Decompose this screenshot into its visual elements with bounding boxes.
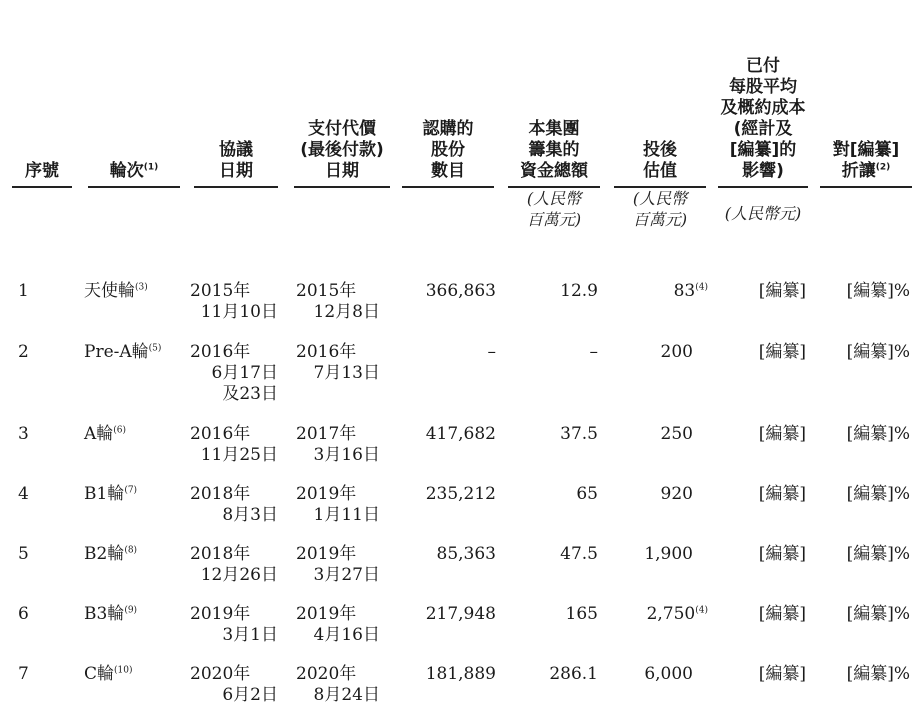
row-shares: 235,212 xyxy=(425,484,496,504)
header-rule xyxy=(88,186,180,188)
unit-line: 百萬元) xyxy=(526,210,582,229)
row-discount: [編纂]% xyxy=(846,604,910,624)
header-text: 數目 xyxy=(431,161,465,181)
unit-line: (人民幣 xyxy=(632,189,688,208)
date-line: 1月11日 xyxy=(313,505,380,525)
header-line xyxy=(290,140,394,161)
row-discount: [編纂]% xyxy=(846,281,910,301)
date-line: 6月2日 xyxy=(222,685,278,705)
row-round xyxy=(84,544,137,565)
row-valuation xyxy=(588,342,708,363)
date-line: 2016年 xyxy=(296,342,357,362)
date-line: 12月26日 xyxy=(200,565,278,585)
footnote-ref: (1) xyxy=(143,162,159,173)
row-valuation xyxy=(588,544,708,565)
header-line xyxy=(190,161,282,182)
valuation-value: 200 xyxy=(660,342,693,362)
row-payment-date xyxy=(296,604,380,646)
row-seq: 7 xyxy=(18,664,29,684)
header-text: 投後 xyxy=(643,140,677,160)
header-line xyxy=(8,161,76,182)
header-line xyxy=(610,161,710,182)
header-text: 已付 xyxy=(746,56,780,76)
header-line xyxy=(714,161,812,182)
round-name: C輪 xyxy=(84,664,115,684)
row-seq: 5 xyxy=(18,544,29,564)
valuation-value: 6,000 xyxy=(644,664,693,684)
unit-cost xyxy=(714,203,812,224)
header-line xyxy=(84,161,184,182)
row-seq: 6 xyxy=(18,604,29,624)
header-rule xyxy=(294,186,390,188)
round-name: Pre-A輪 xyxy=(84,342,149,362)
footnote-ref: (8) xyxy=(124,545,138,556)
row-payment-date xyxy=(296,424,380,466)
row-discount: [編纂]% xyxy=(846,424,910,444)
row-agreement-date xyxy=(190,484,278,526)
date-line: 2019年 xyxy=(190,604,251,624)
row-seq: 3 xyxy=(18,424,29,444)
header-line xyxy=(816,161,916,182)
date-line: 2015年 xyxy=(190,281,251,301)
round-name: 天使輪 xyxy=(84,281,135,301)
header-line xyxy=(398,140,498,161)
row-valuation xyxy=(588,484,708,505)
header-text: 輪次 xyxy=(109,161,144,181)
date-line: 及23日 xyxy=(222,384,278,404)
round-name: A輪 xyxy=(84,424,114,444)
row-shares: 217,948 xyxy=(425,604,496,624)
date-line: 6月17日 xyxy=(211,363,278,383)
header-line xyxy=(190,140,282,161)
header-text: 股份 xyxy=(431,140,465,160)
header-rule xyxy=(820,186,912,188)
footnote-ref: (9) xyxy=(124,605,138,616)
header-text: 折讓 xyxy=(841,161,876,181)
date-line: 2020年 xyxy=(296,664,357,684)
footnote-ref: (4) xyxy=(695,282,708,293)
row-discount: [編纂]% xyxy=(846,342,910,362)
header-rule xyxy=(402,186,494,188)
date-line: 2019年 xyxy=(296,604,357,624)
row-payment-date xyxy=(296,281,380,323)
row-payment-date xyxy=(296,544,380,586)
row-round xyxy=(84,342,161,363)
header-valuation xyxy=(610,140,710,182)
row-shares: 85,363 xyxy=(436,544,496,564)
row-seq: 1 xyxy=(18,281,29,301)
row-payment-date xyxy=(296,664,380,706)
row-funds: 65 xyxy=(576,484,598,504)
row-cost: [編纂] xyxy=(758,424,806,444)
row-discount: [編纂]% xyxy=(846,664,910,684)
header-text: 序號 xyxy=(25,161,59,181)
row-round xyxy=(84,281,148,302)
round-name: B1輪 xyxy=(84,484,125,504)
header-seq xyxy=(8,161,76,182)
date-line: 3月1日 xyxy=(222,625,278,645)
row-agreement-date xyxy=(190,664,278,706)
row-valuation xyxy=(588,604,708,625)
row-shares: 417,682 xyxy=(425,424,496,444)
row-cost: [編纂] xyxy=(758,484,806,504)
row-valuation xyxy=(588,424,708,445)
date-line: 12月8日 xyxy=(313,302,380,322)
header-text: 日期 xyxy=(325,161,359,181)
footnote-ref: (10) xyxy=(114,665,133,676)
valuation-value: 1,900 xyxy=(644,544,693,564)
row-round xyxy=(84,664,133,685)
row-cost: [編纂] xyxy=(758,664,806,684)
row-cost: [編纂] xyxy=(758,544,806,564)
row-funds: 47.5 xyxy=(560,544,598,564)
unit-line: 百萬元) xyxy=(632,210,688,229)
row-funds: 286.1 xyxy=(549,664,598,684)
row-cost: [編纂] xyxy=(758,281,806,301)
date-line: 8月3日 xyxy=(222,505,278,525)
header-text: 對[編纂] xyxy=(832,140,900,160)
date-line: 2018年 xyxy=(190,484,251,504)
header-line xyxy=(504,119,604,140)
header-cost xyxy=(714,56,812,182)
header-text: 認購的 xyxy=(422,119,474,139)
header-line xyxy=(714,77,812,98)
footnote-ref: (3) xyxy=(135,282,148,293)
date-line: 4月16日 xyxy=(313,625,380,645)
header-text: 協議 xyxy=(219,140,253,160)
header-text: 支付代價 xyxy=(308,119,376,139)
header-line xyxy=(714,98,812,119)
row-shares: 181,889 xyxy=(425,664,496,684)
row-funds: – xyxy=(589,342,598,362)
row-valuation xyxy=(588,664,708,685)
header-rule xyxy=(718,186,808,188)
unit-valuation xyxy=(610,188,710,230)
row-agreement-date xyxy=(190,281,278,323)
header-funds xyxy=(504,119,604,182)
header-line xyxy=(610,140,710,161)
header-pay-date xyxy=(290,119,394,182)
header-line xyxy=(504,161,604,182)
date-line: 2018年 xyxy=(190,544,251,564)
round-name: B3輪 xyxy=(84,604,125,624)
date-line: 11月25日 xyxy=(200,445,278,465)
date-line: 2019年 xyxy=(296,544,357,564)
header-text: (經計及 xyxy=(733,119,793,139)
date-line: 2020年 xyxy=(190,664,251,684)
date-line: 2016年 xyxy=(190,342,251,362)
header-text: [編纂]的 xyxy=(729,140,797,160)
row-seq: 2 xyxy=(18,342,29,362)
header-rule xyxy=(12,186,72,188)
date-line: 7月13日 xyxy=(313,363,380,383)
row-agreement-date xyxy=(190,424,278,466)
header-line xyxy=(290,161,394,182)
row-payment-date xyxy=(296,342,380,384)
unit-funds xyxy=(504,188,604,230)
row-cost: [編纂] xyxy=(758,342,806,362)
date-line: 2019年 xyxy=(296,484,357,504)
row-funds: 37.5 xyxy=(560,424,598,444)
row-seq: 4 xyxy=(18,484,29,504)
header-discount xyxy=(816,140,916,182)
header-line xyxy=(398,161,498,182)
date-line: 11月10日 xyxy=(200,302,278,322)
header-text: (最後付款) xyxy=(300,140,384,160)
header-line xyxy=(714,119,812,140)
footnote-ref: (5) xyxy=(148,343,162,354)
row-agreement-date xyxy=(190,604,278,646)
header-text: 籌集的 xyxy=(528,140,580,160)
row-cost: [編纂] xyxy=(758,604,806,624)
row-agreement-date xyxy=(190,342,278,405)
row-round xyxy=(84,424,126,445)
header-text: 日期 xyxy=(219,161,253,181)
header-line xyxy=(714,140,812,161)
row-funds: 12.9 xyxy=(560,281,598,301)
valuation-value: 250 xyxy=(660,424,693,444)
header-line xyxy=(816,140,916,161)
header-line xyxy=(504,140,604,161)
footnote-ref: (2) xyxy=(875,162,891,173)
row-agreement-date xyxy=(190,544,278,586)
date-line: 2016年 xyxy=(190,424,251,444)
header-line xyxy=(398,119,498,140)
header-text: 每股平均 xyxy=(729,77,797,97)
date-line: 3月27日 xyxy=(313,565,380,585)
row-shares: – xyxy=(487,342,496,362)
header-round xyxy=(84,161,184,182)
unit-line: (人民幣元) xyxy=(724,204,802,223)
footnote-ref: (7) xyxy=(124,485,138,496)
header-text: 本集團 xyxy=(528,119,580,139)
date-line: 8月24日 xyxy=(313,685,380,705)
header-text: 資金總額 xyxy=(520,161,588,181)
row-discount: [編纂]% xyxy=(846,544,910,564)
valuation-value: 920 xyxy=(660,484,693,504)
header-line xyxy=(714,56,812,77)
unit-line: (人民幣 xyxy=(526,189,582,208)
header-rule xyxy=(194,186,278,188)
header-line xyxy=(290,119,394,140)
header-agree-date xyxy=(190,140,282,182)
date-line: 2017年 xyxy=(296,424,357,444)
row-payment-date xyxy=(296,484,380,526)
row-funds: 165 xyxy=(565,604,598,624)
round-name: B2輪 xyxy=(84,544,125,564)
row-round xyxy=(84,604,137,625)
header-text: 及概約成本 xyxy=(720,98,806,118)
header-text: 影響) xyxy=(742,161,784,181)
footnote-ref: (6) xyxy=(113,425,127,436)
row-shares: 366,863 xyxy=(425,281,496,301)
row-discount: [編纂]% xyxy=(846,484,910,504)
header-shares xyxy=(398,119,498,182)
date-line: 3月16日 xyxy=(313,445,380,465)
row-valuation xyxy=(588,281,708,302)
footnote-ref: (4) xyxy=(695,605,708,616)
valuation-value: 2,750 xyxy=(646,604,696,624)
row-round xyxy=(84,484,137,505)
header-text: 估值 xyxy=(643,161,677,181)
valuation-value: 83 xyxy=(673,281,696,301)
date-line: 2015年 xyxy=(296,281,357,301)
